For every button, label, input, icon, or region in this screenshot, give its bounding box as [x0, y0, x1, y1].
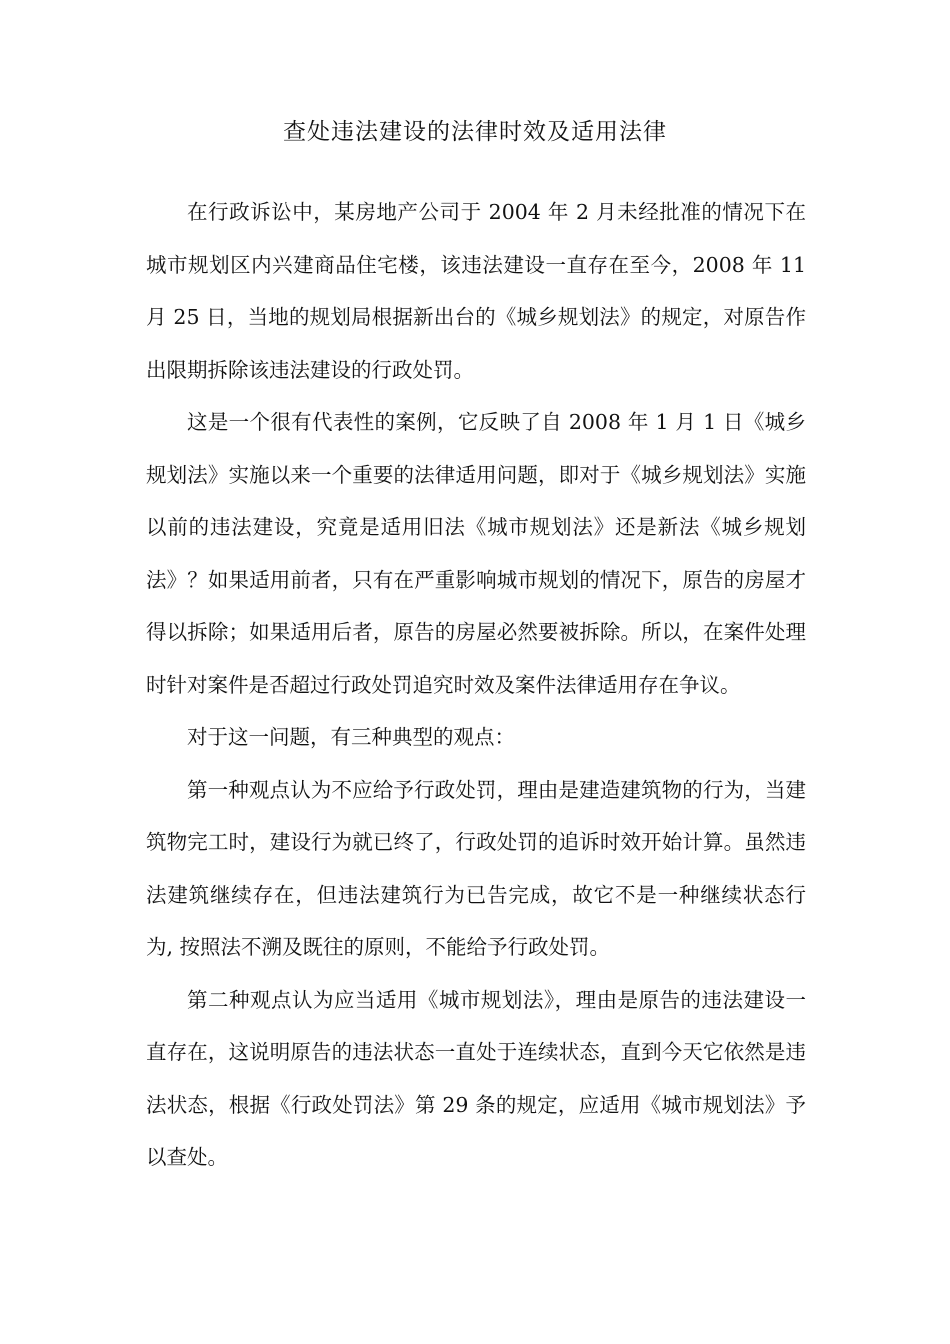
document-title: 查处违法建设的法律时效及适用法律: [283, 119, 667, 145]
paragraph-second-viewpoint: 第二种观点认为应当适用《城市规划法》，理由是原告的违法建设一直存在，这说明原告的违法状态一直处于连续状态，直到今天它依然是违法状态，根据《行政处罚法》第 29 条的规定，应适用《城市规划法》予以查处。: [146, 987, 806, 1169]
paragraph-case-facts: 在行政诉讼中，某房地产公司于 2004 年 2 月未经批准的情况下在城市规划区内兴建商品住宅楼，该违法建设一直存在至今，2008 年 11 月 25 日，当地的规划局根据新出台的《城乡规划法》的规定，对原告作出限期拆除该违法建设的行政处罚。: [146, 200, 806, 382]
paragraph-viewpoints-intro: 对于这一问题，有三种典型的观点：: [187, 725, 515, 749]
paragraph-legal-issue: 这是一个很有代表性的案例，它反映了自 2008 年 1 月 1 日《城乡规划法》实施以来一个重要的法律适用问题，即对于《城乡规划法》实施以前的违法建设，究竟是适用旧法《城市规划法》还是新法《城乡规划法》？如果适用前者，只有在严重影响城市规划的情况下，原告的房屋才得以拆除；如果适用后者，原告的房屋必然要被拆除。所以，在案件处理时针对案件是否超过行政处罚追究时效及案件法律适用存在争议。: [146, 410, 806, 697]
document-body: [146, 186, 806, 1184]
paragraph-first-viewpoint: 第一种观点认为不应给予行政处罚，理由是建造建筑物的行为，当建筑物完工时，建设行为就已终了，行政处罚的追诉时效开始计算。虽然违法建筑继续存在，但违法建筑行为已告完成，故它不是一种继续状态行为, 按照法不溯及既往的原则，不能给予行政处罚。: [146, 777, 806, 959]
